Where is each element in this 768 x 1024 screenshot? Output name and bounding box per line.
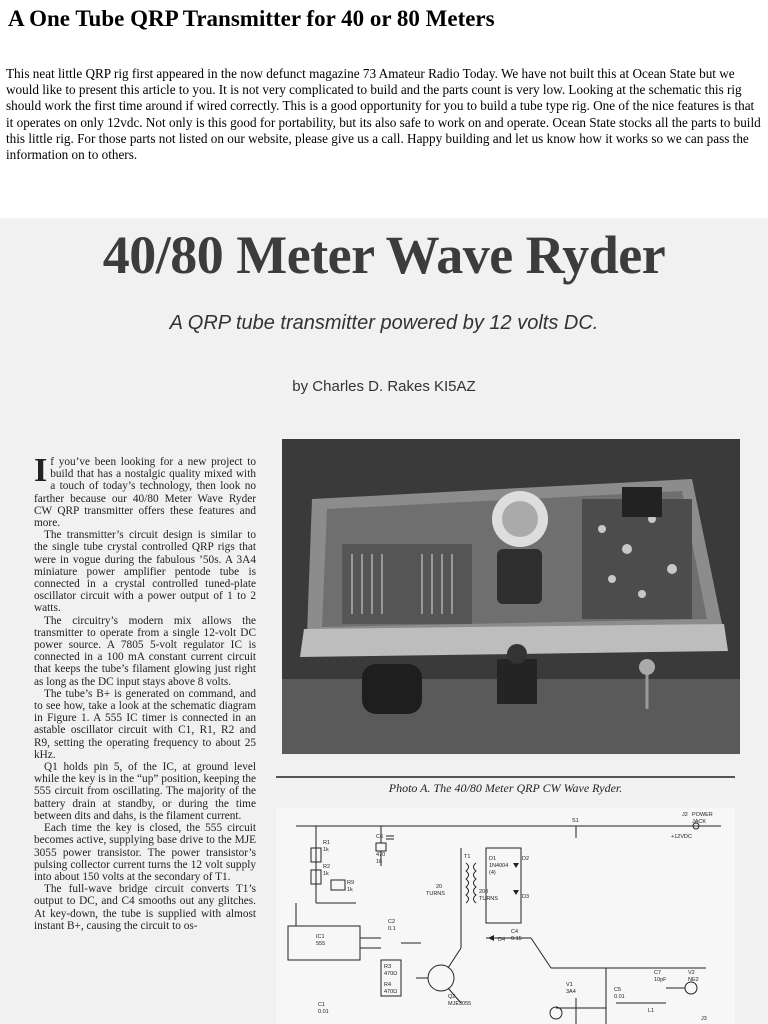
article-title: 40/80 Meter Wave Ryder: [102, 225, 666, 285]
page-title: A One Tube QRP Transmitter for 40 or 80 Meters: [8, 6, 495, 31]
article-body-column: [34, 456, 256, 1024]
schematic-label: V2: [688, 970, 695, 976]
schematic-label: T1: [464, 854, 471, 860]
schematic-label: J3: [701, 1016, 707, 1022]
transmitter-photo: [282, 439, 740, 754]
article-paragraph: The transmitter’s circuit design is similar to the single tube crystal controlled QRP rigs that were in vogue during the fabulous ’50s. A 3A4 miniature power amplifier pentode tube is connected in a crystal controlled tuned-plate oscillator circuit with a power output of 1 to 2 watts.: [34, 529, 256, 615]
schematic-label: D2: [522, 856, 530, 862]
schematic-label: POWER: [692, 812, 713, 818]
schematic-label: (4): [489, 870, 496, 876]
schematic-label: 0.01: [614, 994, 625, 1000]
schematic-label: 0.01: [318, 1009, 329, 1015]
article-byline: by Charles D. Rakes KI5AZ: [292, 378, 476, 395]
schematic-label: D3: [522, 894, 530, 900]
schematic-label: TURNS: [426, 891, 445, 897]
schematic-label: L1: [648, 1008, 655, 1014]
schematic-label: R3: [384, 964, 392, 970]
schematic-label: 16: [376, 859, 383, 865]
article-subtitle: A QRP tube transmitter powered by 12 volts DC.: [169, 312, 599, 334]
schematic-label: S1: [572, 818, 579, 824]
schematic-label: 200: [479, 889, 489, 895]
schematic-label: C2: [388, 919, 396, 925]
schematic-label: JACK: [692, 819, 707, 825]
article-paragraph: The full-wave bridge circuit converts T1’s output to DC, and C4 smooths out any glitches. At key-down, the tube is supplied with almost instant B+, causing the circuit to os-: [34, 883, 256, 932]
schematic-label: C7: [654, 970, 662, 976]
schematic-label: IC1: [316, 934, 325, 940]
schematic-label: NE2: [688, 977, 699, 983]
schematic-label: 470: [376, 852, 386, 858]
transmitter-photo-image: [282, 439, 740, 754]
article-scan: [0, 218, 768, 1024]
schematic-diagram: [276, 808, 735, 1024]
schematic-label: 555: [316, 941, 326, 947]
schematic-label: C6: [376, 834, 384, 840]
schematic-svg: [276, 808, 735, 1024]
article-paragraph: Q1 holds pin 5, of the IC, at ground level while the key is in the “up” position, keeping the 555 circuit from oscillating. The majority of the battery drain at standby, or during the time between dits and dahs, is the filament current.: [34, 761, 256, 822]
schematic-label: MJE3055: [448, 1001, 472, 1007]
schematic-label: V1: [566, 982, 573, 988]
schematic-label: 0.15: [511, 936, 522, 942]
schematic-label: +12VDC: [671, 834, 692, 840]
schematic-label: 20: [436, 884, 443, 890]
article-paragraph: The circuitry’s modern mix allows the transmitter to operate from a single 12-volt DC power source. A 7805 5-volt regulator IC is connected in a 100 mA constant current circuit that keeps the tube’s filament glowing just right as long as the DC input stays above 8 volts.: [34, 614, 256, 688]
schematic-label: 10pF: [654, 977, 667, 983]
schematic-label: 0.1: [388, 926, 396, 932]
drop-cap: I: [34, 456, 48, 489]
schematic-label: J2: [682, 812, 688, 818]
schematic-label: TURNS: [479, 896, 498, 902]
article-paragraph: The tube’s B+ is generated on command, and to see how, take a look at the schematic diagram in Figure 1. A 555 IC timer is connected in an astable oscillator circuit with C1, R1, R2 and R9, setting the operating frequency to about 25 kHz.: [34, 687, 256, 761]
schematic-label: Q2: [448, 994, 456, 1000]
schematic-label: R1: [323, 840, 331, 846]
intro-paragraph: This neat little QRP rig first appeared in the now defunct magazine 73 Amateur Radio Today. We have not built this at Ocean State but we would like to present this article to you. It is not very complicated to build and the parts count is very low. Looking at the schematic this rig should work the first time around if wired correctly. This is a good opportunity for you to build a tube type rig. One of the nice features is that it operates on only 12vdc. Not only is this good for portability, but its also safe to work on and operate. Ocean State stocks all the parts to build this little rig. For those parts not listed on our website, please give us a call. Happy building and let us know how it works so we can pass the information on to others.: [6, 66, 761, 163]
schematic-label: C4: [511, 929, 519, 935]
schematic-label: 1k: [323, 847, 329, 853]
schematic-label: R9: [347, 880, 355, 886]
article-paragraph: Each time the key is closed, the 555 circuit becomes active, supplying base drive to the MJE 3055 power transistor. The power transistor’s pulsing collector current turns the 12 volt supply into about 150 volts at the secondary of T1.: [34, 822, 256, 883]
article-paragraph: If you’ve been looking for a new project to build that has a nostalgic quality mixed with a touch of today’s technology, then look no farther because our 40/80 Meter Wave Ryder CW QRP transmitter offers these features and more.: [34, 456, 256, 530]
schematic-label: 1k: [347, 887, 353, 893]
schematic-label: 3A4: [566, 989, 576, 995]
schematic-label: C5: [614, 987, 622, 993]
schematic-label: R4: [384, 982, 392, 988]
caption-rule: [276, 776, 735, 778]
schematic-label: R2: [323, 864, 331, 870]
schematic-label: 470Ω: [384, 971, 398, 977]
photo-caption: Photo A. The 40/80 Meter QRP CW Wave Ryder.: [388, 781, 623, 795]
schematic-label: D4: [498, 937, 506, 943]
schematic-label: D1: [489, 856, 497, 862]
schematic-label: 470Ω: [384, 989, 398, 995]
schematic-label: 1N4004: [489, 863, 509, 869]
schematic-label: 1k: [323, 871, 329, 877]
schematic-label: C1: [318, 1002, 326, 1008]
